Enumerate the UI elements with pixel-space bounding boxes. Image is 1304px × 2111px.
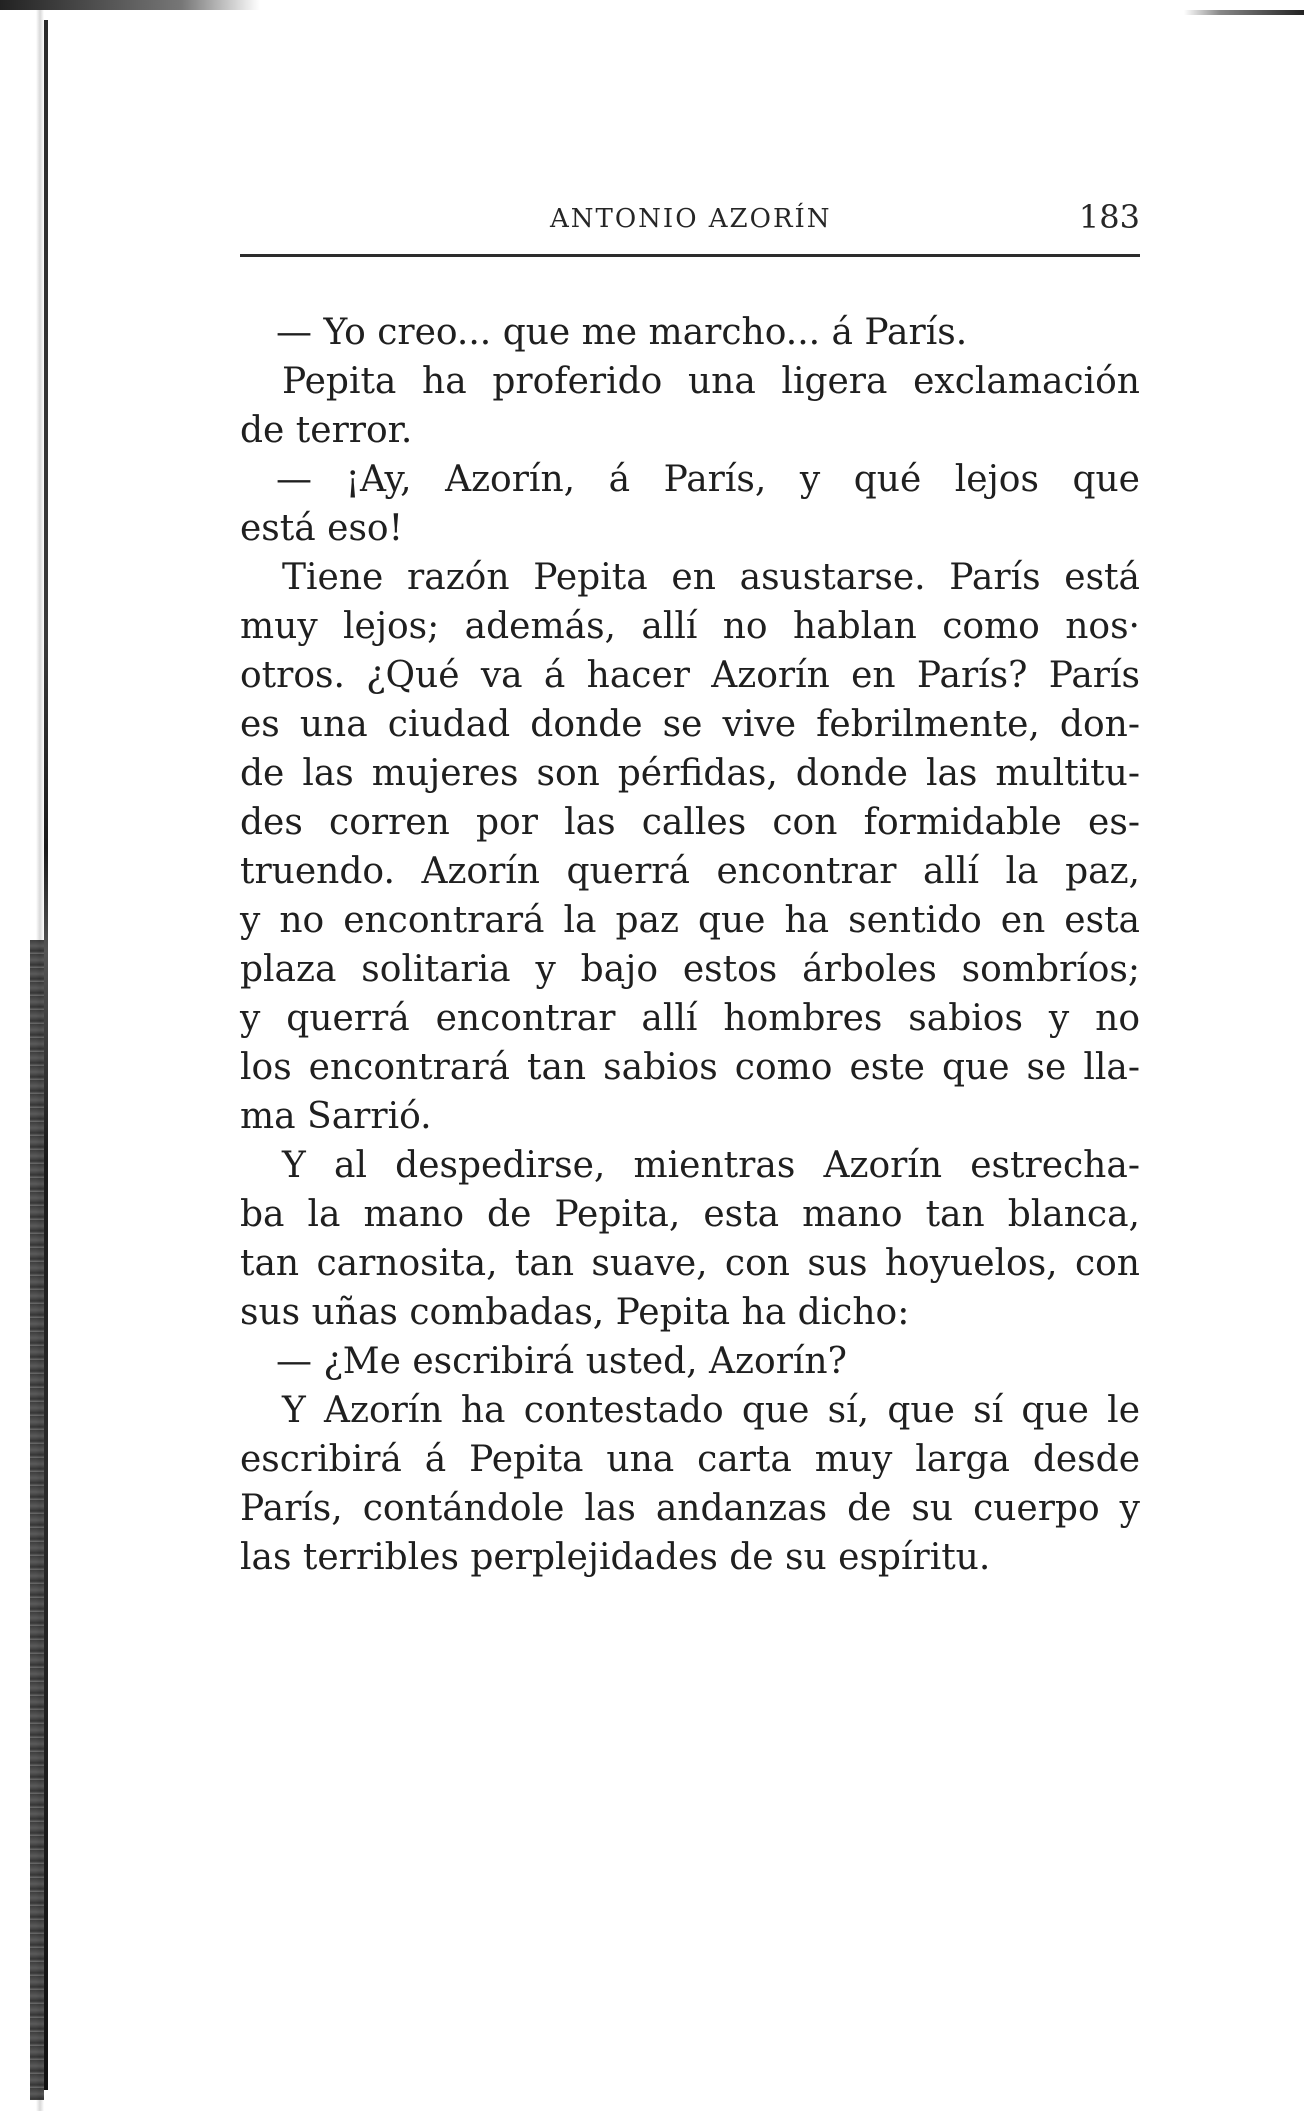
- header-rule: [240, 254, 1140, 257]
- text-line: tan carnosita, tan suave, con sus hoyuelos, con: [240, 1243, 1140, 1284]
- text-line: — ¡Ay, Azorín, á París, y qué lejos que: [276, 459, 1140, 500]
- text-line: otros. ¿Qué va á hacer Azorín en París? París: [240, 655, 1140, 696]
- scan-mark-top-left: [0, 0, 260, 10]
- text-line: — ¿Me escribirá usted, Azorín?: [276, 1341, 847, 1382]
- text-line: de las mujeres son pérfidas, donde las multitu-: [240, 753, 1140, 794]
- text-line: las terribles perplejidades de su espíritu.: [240, 1537, 991, 1578]
- scan-mark-top-right: [1184, 10, 1304, 15]
- text-line: des corren por las calles con formidable es-: [240, 802, 1140, 843]
- text-line: ma Sarrió.: [240, 1096, 432, 1137]
- text-line: está eso!: [240, 508, 404, 549]
- text-line: muy lejos; además, allí no hablan como nos·: [240, 606, 1140, 647]
- running-header-author: ANTONIO AZORÍN: [550, 204, 832, 234]
- text-line: es una ciudad donde se vive febrilmente, don-: [240, 704, 1140, 745]
- text-line: plaza solitaria y bajo estos árboles sombríos;: [240, 949, 1140, 990]
- text-line: ba la mano de Pepita, esta mano tan blanca,: [240, 1194, 1140, 1235]
- text-line: — Yo creo... que me marcho... á París.: [276, 312, 968, 353]
- page-number: 183: [1078, 198, 1140, 236]
- text-line: y no encontrará la paz que ha sentido en esta: [240, 900, 1140, 941]
- text-line: de terror.: [240, 410, 413, 451]
- running-header: [240, 196, 1140, 244]
- text-line: escribirá á Pepita una carta muy larga desde: [240, 1439, 1140, 1480]
- text-line: sus uñas combadas, Pepita ha dicho:: [240, 1292, 910, 1333]
- text-line: Y al despedirse, mientras Azorín estrecha-: [282, 1145, 1140, 1186]
- binding-smudge: [30, 940, 44, 2100]
- text-line: Tiene razón Pepita en asustarse. París está: [282, 557, 1140, 598]
- body-text: [240, 308, 1140, 1582]
- text-line: los encontrará tan sabios como este que se lla-: [240, 1047, 1140, 1088]
- text-line: Y Azorín ha contestado que sí, que sí que le: [282, 1390, 1140, 1431]
- text-line: truendo. Azorín querrá encontrar allí la paz,: [240, 851, 1140, 892]
- text-line: Pepita ha proferido una ligera exclamación: [282, 361, 1140, 402]
- binding-shadow: [44, 20, 48, 2090]
- text-line: París, contándole las andanzas de su cuerpo y: [240, 1488, 1140, 1529]
- text-line: y querrá encontrar allí hombres sabios y no: [240, 998, 1140, 1039]
